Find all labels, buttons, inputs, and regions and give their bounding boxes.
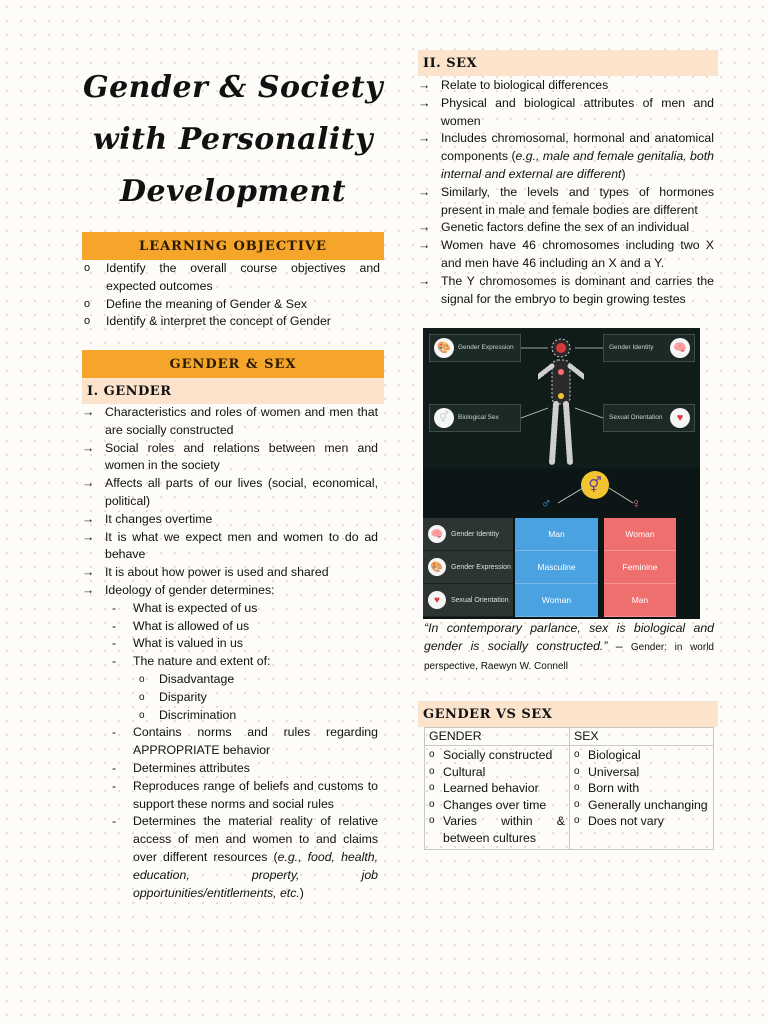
list-item: o Disparity (139, 689, 378, 707)
list-item: o Learned behavior (429, 780, 565, 797)
node-gender-identity: Gender Identity 🧠 (603, 334, 695, 362)
arrow-icon: → (82, 582, 95, 597)
gender-infographic (423, 328, 700, 619)
heart-icon: ♥ (670, 408, 690, 428)
list-item: → Physical and biological attributes of men and women (418, 95, 714, 128)
list-item: → Affects all parts of our lives (social, economical, political) (82, 476, 378, 508)
list-item: o Socially constructed (429, 747, 565, 764)
arrow-icon: → (418, 95, 431, 110)
heart-icon: ♥ (428, 591, 446, 609)
sex-points (418, 77, 714, 308)
male-symbol-icon: ♂ (541, 495, 552, 511)
arrow-icon: → (82, 511, 95, 526)
grid-row-sexual-orientation (423, 584, 700, 617)
gender-heading: I. GENDER (82, 378, 384, 404)
list-item: o Universal (574, 764, 709, 781)
list-item: → Genetic factors define the sex of an individual (418, 219, 714, 237)
list-item: - Reproduces range of beliefs and customs to support these norms and social rules (109, 778, 378, 814)
cell-man: Man (515, 518, 598, 551)
cell-feminine: Feminine (604, 551, 676, 584)
row-label: 🎨 Gender Expression (423, 551, 513, 584)
list-item: - What is allowed of us (109, 618, 378, 636)
quote-text: “In contemporary parlance, sex is biological and gender is socially constructed.” (424, 621, 714, 653)
cell-man: Man (604, 584, 676, 617)
arrow-icon: → (418, 184, 431, 199)
cell-woman: Woman (515, 584, 598, 617)
learning-objective-heading: LEARNING OBJECTIVE (82, 232, 384, 260)
gender-vs-sex-table (424, 727, 714, 850)
sex-column (570, 746, 714, 850)
list-item: - Determines attributes (109, 760, 378, 778)
quote-citation: Gender: in world perspective, Raewyn W. Connell (424, 641, 714, 672)
grid-row-gender-expression (423, 551, 700, 584)
list-item: - Determines the material reality of relative access of men and women to and claims over different resources (e.g., food, health, education, property, job opportunities/entitlements, etc.) (109, 813, 378, 902)
list-item: → Social roles and relations between men and women in the society (82, 440, 378, 473)
list-item: o Does not vary (574, 813, 709, 830)
node-biological-sex: ⚥ Biological Sex (429, 404, 521, 432)
cell-masculine: Masculine (515, 551, 598, 584)
row-label: ♥ Sexual Orientation (423, 584, 513, 617)
brain-icon: 🧠 (428, 525, 446, 543)
brush-icon: 🎨 (428, 558, 446, 576)
list-item: o Identify the overall course objectives and expected outcomes (84, 260, 380, 296)
gender-symbols-icon: ⚥ (434, 408, 454, 428)
list-item: → It changes overtime (82, 511, 378, 529)
list-item: → Includes chromosomal, hormonal and anatomical components (e.g., male and female genitalia, both internal and external are different) (418, 131, 714, 181)
arrow-icon: → (82, 476, 95, 491)
list-item: - Contains norms and rules regarding APPROPRIATE behavior (109, 724, 378, 760)
arrow-icon: → (418, 238, 431, 253)
nature-list (139, 671, 378, 724)
arrow-icon: → (82, 440, 95, 455)
page-title: Gender & Society with Personality Development (82, 70, 384, 209)
gender-column (425, 746, 570, 850)
connector-lines (423, 328, 700, 468)
list-item: → Characteristics and roles of women and men that are socially constructed (82, 405, 378, 437)
list-item: o Varies within & between cultures (429, 813, 565, 846)
list-item: → Women have 46 chromosomes including two X and men have 46 including an X and a Y. (418, 238, 714, 270)
arrow-icon: → (418, 78, 431, 92)
list-item: o Generally unchanging (574, 797, 709, 814)
list-item: - What is expected of us (109, 600, 378, 618)
gender-points (82, 404, 378, 902)
row-label: 🧠 Gender Identity (423, 518, 513, 551)
cell-woman: Woman (604, 518, 676, 551)
list-item: o Born with (574, 780, 709, 797)
list-item: o Define the meaning of Gender & Sex (84, 296, 380, 314)
brain-icon: 🧠 (670, 338, 690, 358)
gender-sex-heading: GENDER & SEX (82, 350, 384, 378)
list-item: o Disadvantage (139, 671, 378, 689)
arrow-icon: → (82, 529, 95, 544)
list-item: → The Y chromosomes is dominant and carries the signal for the embryo to begin growing testes (418, 273, 714, 306)
gender-vs-sex-heading: GENDER VS SEX (418, 701, 718, 727)
list-item: - The nature and extent of: o Disadvantage o Disparity o Discrimination (109, 653, 378, 724)
learning-objective-list (84, 260, 380, 331)
list-item: → Ideology of gender determines: - What is expected of us - What is allowed of us - What is valued in us - The nature and extent of: o Disadvantage o Disparity o Discrimination - Contains norms and rules regarding APPROPRIATE behavior - Determines attributes - Reproduces range of beliefs and customs to support these norms and social rules - Determines the material reality of relative access of men and women to and claims over different resources (e.g., food, health, education, property, job opportunities/entitlements, etc.) (82, 582, 378, 902)
brush-icon: 🎨 (434, 338, 454, 358)
split-lines (423, 468, 700, 518)
list-item: o Cultural (429, 764, 565, 781)
sex-heading: II. SEX (418, 50, 718, 76)
arrow-icon: → (82, 405, 95, 419)
arrow-icon: → (418, 273, 431, 288)
list-item: o Identify & interpret the concept of Gender (84, 313, 380, 331)
gender-determines-list (109, 600, 378, 903)
list-item: → It is what we expect men and women to do ad behave (82, 529, 378, 562)
grid-row-gender-identity (423, 518, 700, 551)
column-header-sex: SEX (570, 728, 714, 746)
node-sexual-orientation: Sexual Orientation ♥ (603, 404, 695, 432)
list-item: → Similarly, the levels and types of hormones present in male and female bodies are different (418, 184, 714, 217)
column-header-gender: GENDER (425, 728, 570, 746)
arrow-icon: → (418, 131, 431, 146)
node-gender-expression: 🎨 Gender Expression (429, 334, 521, 362)
female-symbol-icon: ♀ (631, 495, 642, 511)
list-item: o Discrimination (139, 707, 378, 725)
list-item: o Biological (574, 747, 709, 764)
gender-symbols-icon: ⚥ (581, 471, 609, 499)
list-item: - What is valued in us (109, 635, 378, 653)
list-item: → Relate to biological differences (418, 77, 714, 95)
arrow-icon: → (82, 565, 95, 580)
quote-block: “In contemporary parlance, sex is biological and gender is socially constructed.” – Gender: in world perspective, Raewyn W. Connell (424, 621, 714, 672)
list-item: → It is about how power is used and shared (82, 564, 378, 582)
arrow-icon: → (418, 220, 431, 235)
list-item: o Changes over time (429, 797, 565, 814)
